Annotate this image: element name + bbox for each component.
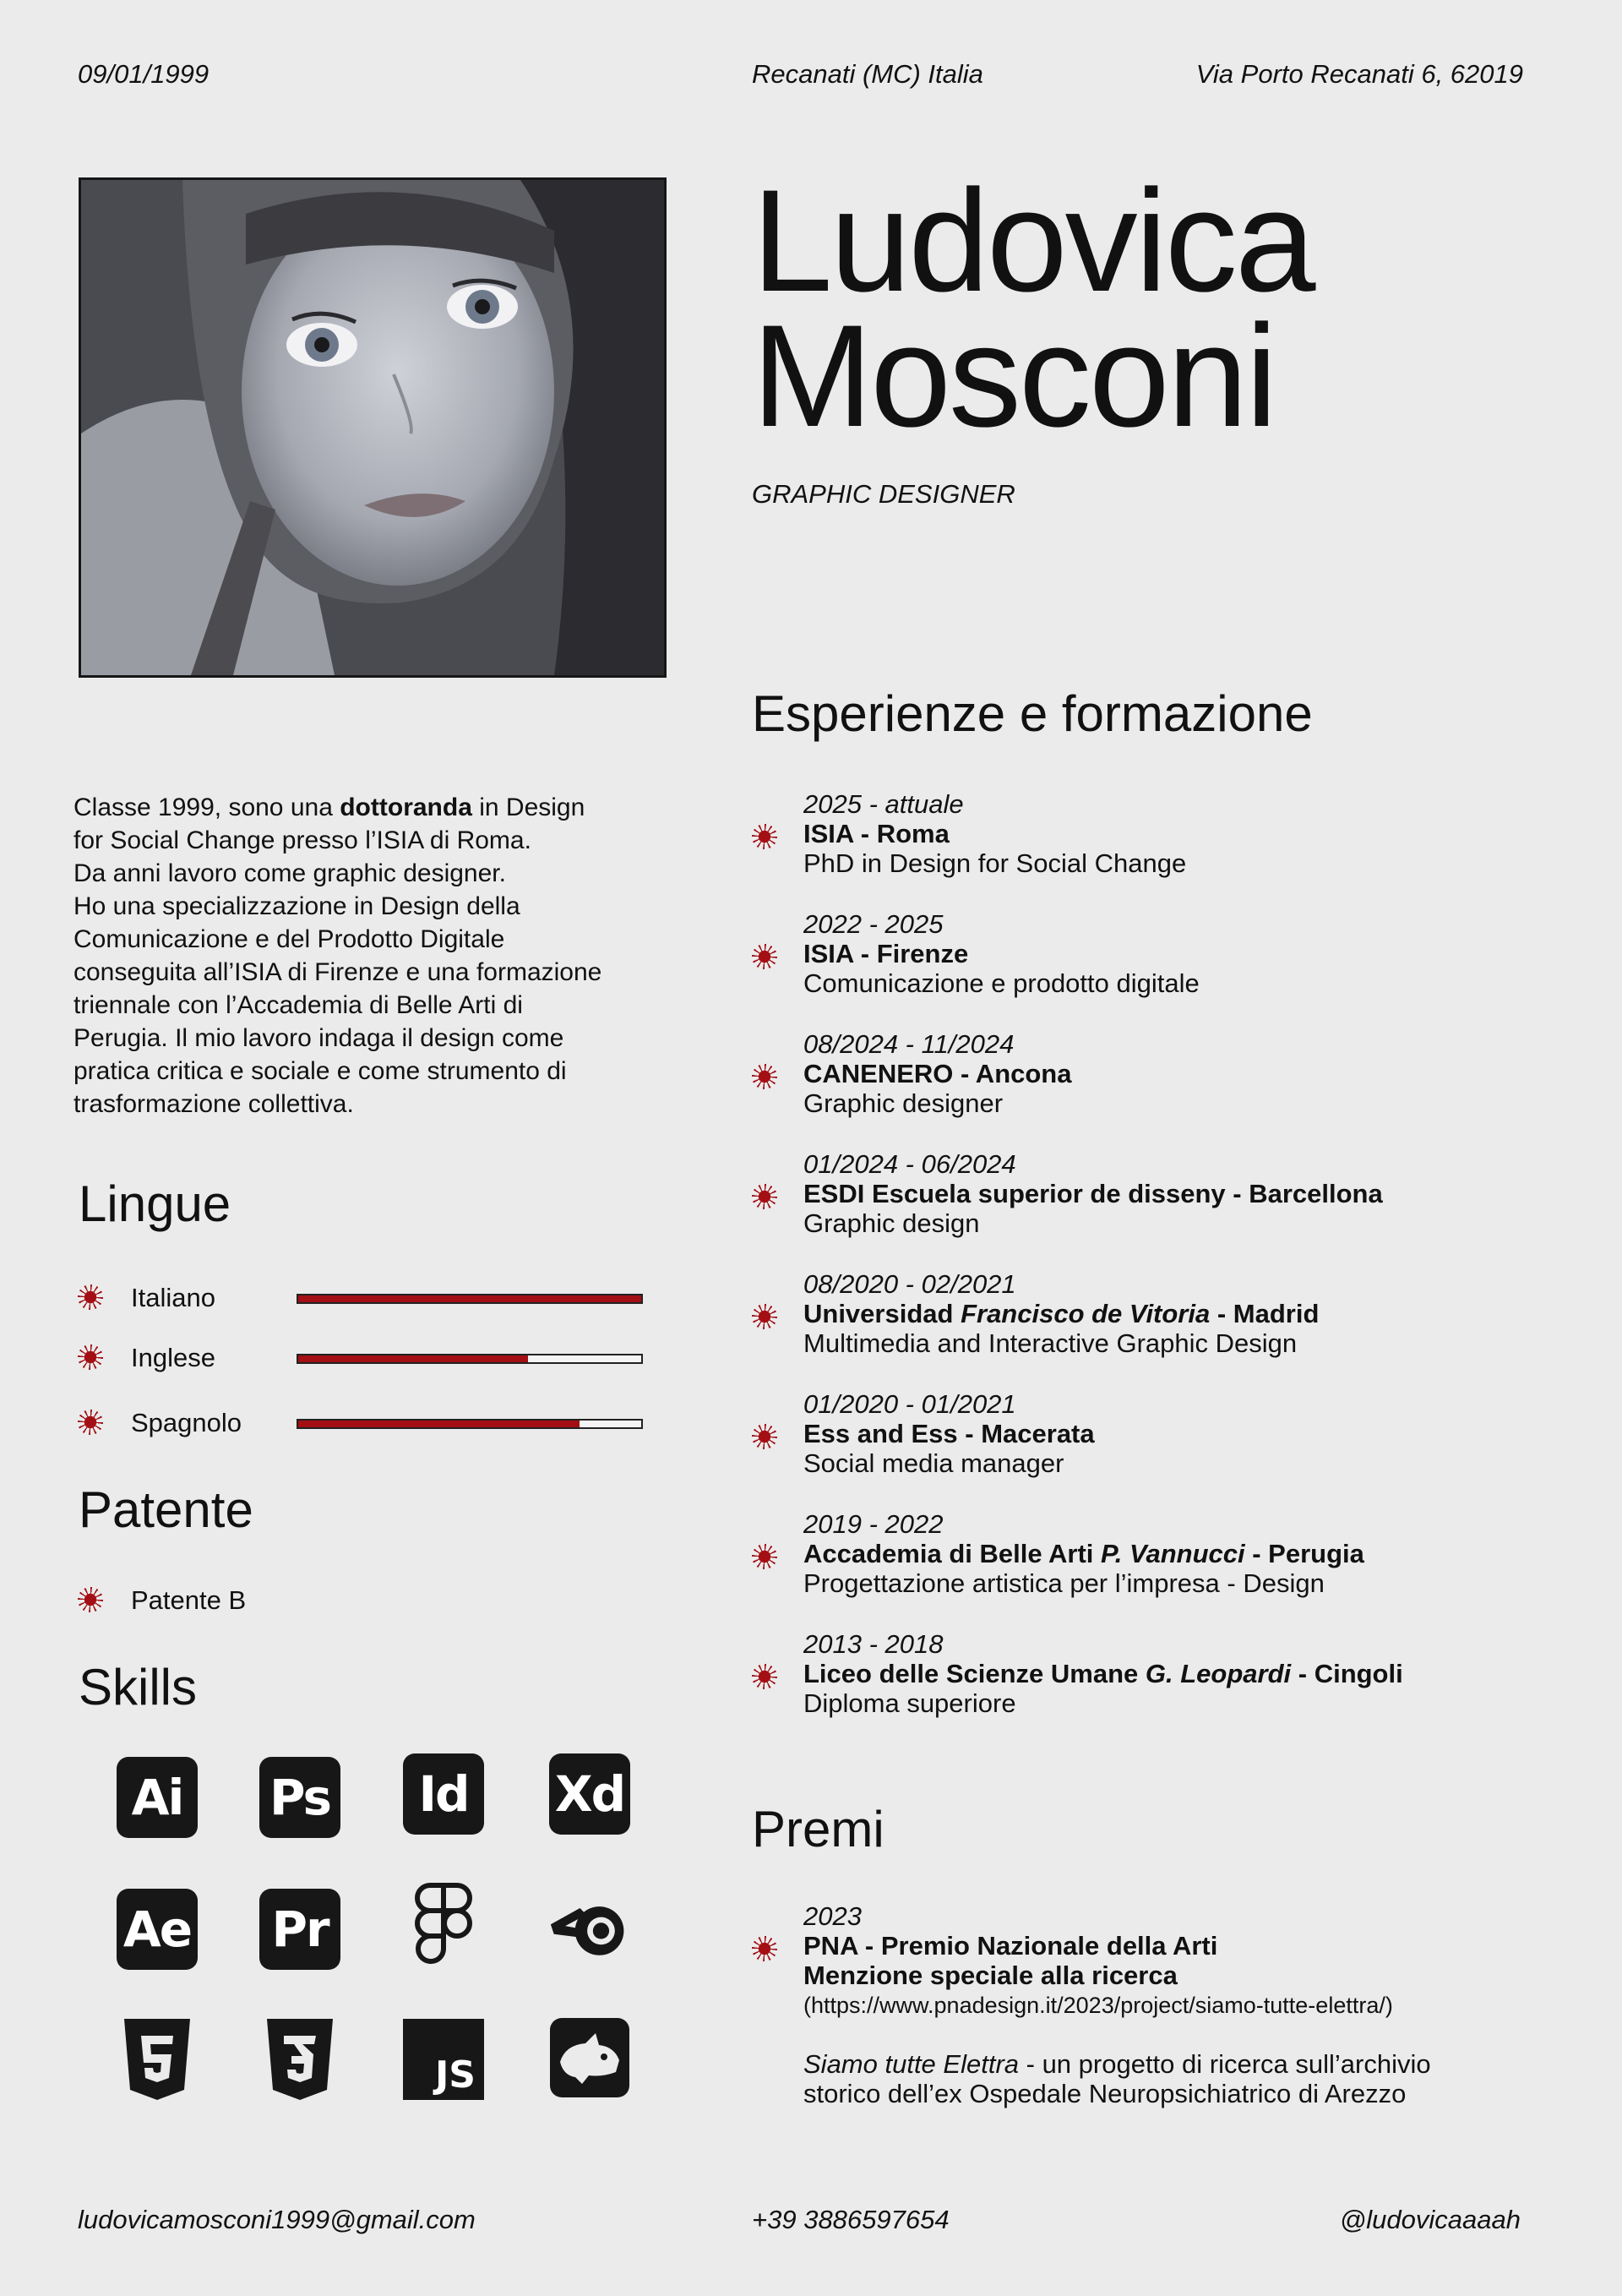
bullet-icon bbox=[754, 1666, 775, 1687]
experience-title: Ess and Ess - Macerata bbox=[803, 1419, 1095, 1448]
bullet-icon bbox=[80, 1347, 101, 1367]
award-project: Siamo tutte Elettra - un progetto di ricerca sull’archivio bbox=[803, 2049, 1431, 2079]
experience-date: 01/2024 - 06/2024 bbox=[803, 1149, 1016, 1179]
blender-icon bbox=[547, 1887, 632, 1972]
experience-date: 2022 - 2025 bbox=[803, 909, 944, 939]
bullet-icon bbox=[754, 1066, 775, 1087]
license-label: Patente B bbox=[131, 1585, 247, 1615]
language-level-fill bbox=[298, 1295, 641, 1302]
social-handle[interactable]: @ludovicaaaah bbox=[1339, 2205, 1521, 2234]
experience-date: 08/2024 - 11/2024 bbox=[803, 1029, 1015, 1059]
address: Via Porto Recanati 6, 62019 bbox=[1195, 59, 1523, 89]
language-level-bar bbox=[297, 1354, 643, 1364]
bio-line: pratica critica e sociale e come strumento di bbox=[73, 1057, 567, 1085]
city: Recanati (MC) Italia bbox=[752, 59, 983, 89]
first-name: Ludovica bbox=[752, 160, 1314, 322]
experience-desc: Comunicazione e prodotto digitale bbox=[803, 968, 1200, 998]
award-title: PNA - Premio Nazionale della Arti bbox=[803, 1931, 1218, 1961]
language-row bbox=[79, 1280, 670, 1314]
experience-date: 01/2020 - 01/2021 bbox=[803, 1389, 1016, 1419]
experience-desc: Social media manager bbox=[803, 1448, 1064, 1478]
language-level-bar bbox=[297, 1419, 643, 1429]
bio-line: trasformazione collettiva. bbox=[73, 1090, 354, 1118]
javascript-icon: JS bbox=[401, 2017, 486, 2102]
bullet-icon bbox=[754, 1546, 775, 1567]
bio-bold: dottoranda bbox=[340, 794, 472, 821]
bio-paragraph bbox=[73, 791, 665, 1121]
award-link[interactable]: (https://www.pnadesign.it/2023/project/siamo-tutte-elettra/) bbox=[803, 1993, 1393, 2018]
bio-line: for Social Change presso l’ISIA di Roma. bbox=[73, 826, 531, 854]
experience-desc: PhD in Design for Social Change bbox=[803, 848, 1187, 878]
bio-line: Da anni lavoro come graphic designer. bbox=[73, 859, 506, 887]
awards-heading: Premi bbox=[752, 1801, 884, 1857]
experience-date: 2019 - 2022 bbox=[803, 1509, 944, 1539]
language-level-fill bbox=[298, 1421, 580, 1427]
bullet-icon bbox=[754, 1426, 775, 1447]
bullet-icon bbox=[80, 1412, 101, 1432]
experience-title: Universidad Francisco de Vitoria - Madrid bbox=[803, 1299, 1320, 1328]
photoshop-icon: Ps bbox=[258, 1755, 342, 1840]
bio-line: Ho una specializzazione in Design della bbox=[73, 892, 520, 920]
language-level-fill bbox=[298, 1355, 528, 1362]
email-link[interactable]: ludovicamosconi1999@gmail.com bbox=[78, 2205, 476, 2234]
experience-title: Liceo delle Scienze Umane G. Leopardi - Cingoli bbox=[803, 1659, 1403, 1688]
language-label: Spagnolo bbox=[131, 1408, 242, 1437]
experience-desc: Multimedia and Interactive Graphic Design bbox=[803, 1328, 1298, 1358]
html5-icon bbox=[115, 2017, 199, 2102]
language-row bbox=[79, 1340, 670, 1374]
xd-icon: Xd bbox=[547, 1752, 632, 1836]
phone[interactable]: +39 3886597654 bbox=[752, 2205, 950, 2234]
experience-title: CANENERO - Ancona bbox=[803, 1059, 1072, 1088]
experience-desc: Graphic designer bbox=[803, 1088, 1004, 1118]
experience-date: 2013 - 2018 bbox=[803, 1629, 944, 1659]
figma-icon bbox=[401, 1882, 486, 1966]
experience-date: 08/2020 - 02/2021 bbox=[803, 1269, 1016, 1299]
license-heading: Patente bbox=[79, 1481, 253, 1538]
rhino-icon bbox=[547, 2015, 632, 2100]
bio-intro: Classe 1999, sono una bbox=[73, 794, 340, 821]
css3-icon bbox=[258, 2017, 342, 2102]
experience-desc: Progettazione artistica per l’impresa - Design bbox=[803, 1568, 1325, 1598]
license-row bbox=[79, 1583, 670, 1617]
language-label: Italiano bbox=[131, 1283, 215, 1312]
bio-line1-rest: in Design bbox=[471, 794, 585, 821]
bio-line: Comunicazione e del Prodotto Digitale bbox=[73, 925, 505, 953]
experience-desc: Graphic design bbox=[803, 1208, 980, 1238]
indesign-icon: Id bbox=[401, 1752, 486, 1836]
portrait-illustration bbox=[81, 180, 664, 675]
birthdate: 09/01/1999 bbox=[78, 59, 210, 89]
premiere-icon: Pr bbox=[258, 1887, 342, 1972]
bullet-icon bbox=[754, 826, 775, 847]
bullet-icon bbox=[80, 1590, 101, 1610]
job-title: GRAPHIC DESIGNER bbox=[752, 479, 1015, 509]
experience-title: Accademia di Belle Arti P. Vannucci - Perugia bbox=[803, 1539, 1364, 1568]
award-subtitle: Menzione speciale alla ricerca bbox=[803, 1961, 1178, 1990]
experience-title: ISIA - Roma bbox=[803, 819, 950, 848]
experience-date: 2025 - attuale bbox=[803, 789, 964, 819]
bio-line: triennale con l’Accademia di Belle Arti di bbox=[73, 991, 523, 1019]
bullet-icon bbox=[754, 1306, 775, 1327]
last-name: Mosconi bbox=[752, 295, 1276, 457]
after-effects-icon: Ae bbox=[115, 1887, 199, 1972]
language-label: Inglese bbox=[131, 1343, 215, 1372]
experience-heading: Esperienze e formazione bbox=[752, 685, 1313, 742]
bullet-icon bbox=[754, 946, 775, 967]
language-row bbox=[79, 1405, 670, 1439]
bullet-icon bbox=[754, 1186, 775, 1207]
award-project-line2: storico dell’ex Ospedale Neuropsichiatrico di Arezzo bbox=[803, 2079, 1407, 2108]
language-level-bar bbox=[297, 1294, 643, 1304]
bullet-icon bbox=[754, 1939, 775, 1959]
full-name bbox=[752, 160, 1314, 457]
skills-heading: Skills bbox=[79, 1659, 198, 1715]
experience-desc: Diploma superiore bbox=[803, 1688, 1016, 1718]
award-year: 2023 bbox=[803, 1901, 862, 1931]
bio-line: Perugia. Il mio lavoro indaga il design come bbox=[73, 1024, 564, 1052]
bio-line: conseguita all’ISIA di Firenze e una formazione bbox=[73, 958, 602, 986]
languages-heading: Lingue bbox=[79, 1175, 231, 1232]
experience-title: ESDI Escuela superior de disseny - Barcellona bbox=[803, 1179, 1383, 1208]
bullet-icon bbox=[80, 1287, 101, 1307]
illustrator-icon: Ai bbox=[115, 1755, 199, 1840]
experience-title: ISIA - Firenze bbox=[803, 939, 969, 968]
profile-photo bbox=[79, 177, 667, 678]
